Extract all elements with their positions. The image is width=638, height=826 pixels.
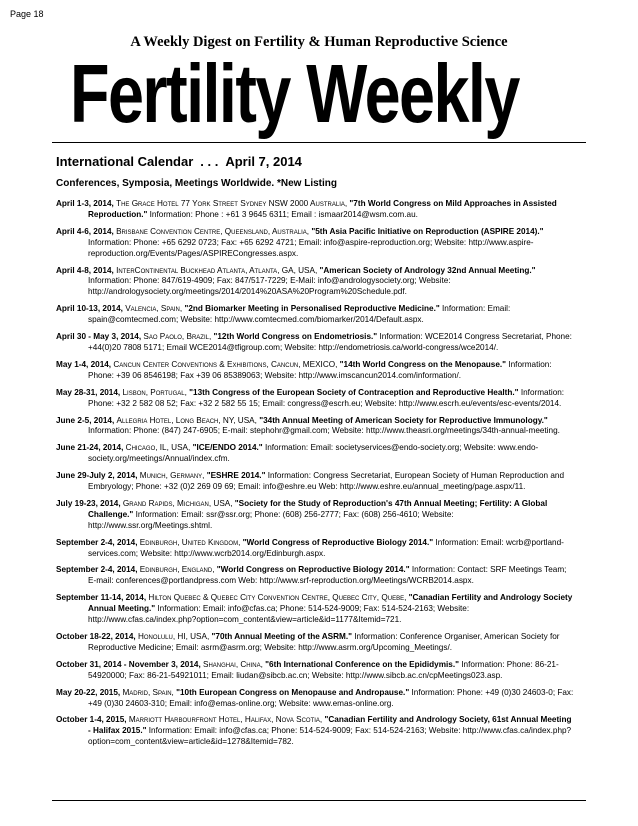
- event-venue: Marriott Harbourfront Hotel, Halifax, Nova Scotia,: [128, 715, 323, 725]
- event-date: October 18-22, 2014,: [56, 632, 136, 641]
- event-title: "World Congress of Reproductive Biology 2014.": [242, 537, 434, 547]
- event-entry: [56, 332, 576, 354]
- event-date: June 2-5, 2014,: [56, 415, 115, 425]
- event-date: June 29-July 2, 2014,: [56, 471, 138, 481]
- event-date: October 31, 2014 - November 3, 2014,: [56, 659, 201, 669]
- event-date: October 1-4, 2015,: [56, 715, 127, 725]
- event-info: Information: Phone: +65 6292 0723; Fax: +65 6292 4721; Email: info@aspire-reproduction.org; Website: http://www.aspire-reproduction.org/Events/Pages/ASPIRECongresses.aspx.: [88, 237, 534, 258]
- event-date: April 4-8, 2014,: [56, 265, 114, 275]
- event-date: June 21-24, 2014,: [56, 443, 124, 453]
- event-title: "13th Congress of the European Society of Contraception and Reproductive Health.": [189, 387, 519, 397]
- event-date: April 10-13, 2014,: [56, 304, 123, 314]
- event-date: September 2-4, 2014,: [56, 565, 138, 575]
- event-venue: Cancun Center Conventions & Exhibitions, Cancun, MEXICO,: [113, 359, 338, 369]
- event-title: "Canadian Fertility and Andrology Society Annual Meeting.": [88, 593, 573, 614]
- event-info: Information: Email: ssr@ssr.org; Phone: (608) 256-2777; Fax: (608) 256-4610; Website: http://www.ssr.org/Meetings.shtml.: [88, 509, 454, 530]
- event-date: April 4-6, 2014,: [56, 226, 114, 236]
- event-info: Information: Email: spain@comtecmed.com; Website: http://www.comtecmed.com/biomarker/2014/Default.aspx.: [88, 304, 511, 325]
- event-date: May 1-4, 2014,: [56, 359, 112, 369]
- event-title: "Canadian Fertility and Andrology Society, 61st Annual Meeting - Halifax 2015.": [88, 715, 572, 736]
- event-venue: Edinburgh, United Kingdom,: [139, 537, 241, 547]
- event-title: "6th International Conference on the Epididymis.": [265, 659, 459, 669]
- event-info: Information: Contact: SRF Meetings Team; E-mail: conferences@portlandpress.com Web: http://www.srf-reproduction.org/Meetings/WCRB2014.aspx.: [88, 565, 567, 586]
- event-title: "ICE/ENDO 2014.": [192, 443, 263, 453]
- event-info: Information: Email: info@cfas.ca; Phone: 514-524-9009; Fax: 514-524-2163; Website: http://www.cfas.ca/index.php?option=com_content&view=article&id=1278&Itemid=782.: [88, 726, 572, 747]
- event-entry: [56, 443, 576, 465]
- event-info: Information: Phone: +32 2 582 08 52; Fax: +32 2 582 55 15; Email: congress@escrh.eu; Website: http://www.escrh.eu/events/esc-events/2014.: [88, 387, 565, 408]
- event-venue: Honolulu, HI, USA,: [137, 632, 210, 641]
- footer-rule: [52, 800, 586, 801]
- event-entry: [56, 304, 576, 326]
- event-date: April 1-3, 2014,: [56, 199, 114, 208]
- calendar-heading-text: International Calendar: [56, 154, 194, 169]
- event-info: Information: Phone: 86-21-54920000; Fax: 86-21-54921011; Email: liudan@sibcb.ac.cn; Website: http://www.sibcb.ac.cn/cpMeetings023.asp.: [88, 659, 559, 680]
- event-venue: Allegria Hotel, Long Beach, NY, USA,: [116, 415, 257, 425]
- event-title: "70th Annual Meeting of the ASRM.": [211, 632, 352, 641]
- event-info: Information: Congress Secretariat, European Society of Human Reproduction and Embryology; Phone: +32 (0)2 269 09 69; Email: info@eshre.eu Web: http://www.eshre.eu/annual_meeting/page.aspx/11.: [88, 471, 565, 492]
- calendar-date: April 7, 2014: [225, 154, 302, 169]
- event-date: September 11-14, 2014,: [56, 593, 147, 603]
- event-info: Information: Phone: (847) 247-6905; E-mail: stephohr@gmail.com; Website: http://www.theasri.org/meetings/34th-annual-meeting.: [88, 426, 560, 436]
- event-entry: [56, 538, 576, 560]
- masthead-title: Fertility Weekly: [70, 47, 519, 140]
- event-info: Information: Conference Organiser, American Society for Reproductive Medicine; Email: asrm@asrm.org; Website: http://www.asrm.org/Upcoming_Meetings/.: [88, 632, 560, 652]
- event-date: April 30 - May 3, 2014,: [56, 332, 142, 342]
- event-entry: [56, 471, 576, 493]
- event-info: Information: WCE2014 Congress Secretariat, Phone: +44(0)20 7808 5171; Email WCE2014@tfigroup.com; Website: http://endometriosis.ca/world-congress/wce2014/.: [88, 332, 572, 352]
- event-venue: Shanghai, China,: [203, 659, 263, 669]
- event-entry: [56, 565, 576, 587]
- event-entry: [56, 593, 576, 626]
- masthead-rule: [52, 142, 586, 143]
- event-venue: Grand Rapids, Michigan, USA,: [122, 498, 233, 508]
- page-number: Page 18: [10, 9, 44, 19]
- event-info: Information: Email: info@cfas.ca; Phone: 514-524-9009; Fax: 514-524-2163; Website: http://www.cfas.ca/index.php?option=com_content&view=article&id=1177&Itemid=721.: [88, 604, 470, 625]
- event-venue: InterContinental Buckhead Atlanta, Atlanta, GA, USA,: [116, 265, 318, 275]
- event-info: Information: Phone: +49 (0)30 24603-0; Fax: +49 (0)30 24603-310; Email: info@emas-online.org; Website: www.emas-online.org.: [88, 687, 574, 708]
- event-title: "34th Annual Meeting of American Society for Reproductive Immunology.": [259, 415, 548, 425]
- event-venue: Brisbane Convention Centre, Queensland, Australia,: [116, 226, 310, 236]
- event-entry: [56, 199, 576, 221]
- event-title: "12th World Congress on Endometriosis.": [213, 332, 378, 342]
- event-title: "14th World Congress on the Menopause.": [339, 359, 507, 369]
- event-venue: Munich, Germany,: [139, 471, 205, 481]
- event-date: May 28-31, 2014,: [56, 387, 121, 397]
- event-venue: Edinburgh, England,: [139, 565, 215, 575]
- event-title: "Society for the Study of Reproduction's 47th Annual Meeting; Fertility: A Global Challenge.": [88, 498, 548, 519]
- calendar-heading-dots: . . .: [200, 154, 219, 169]
- event-venue: Chicago, IL, USA,: [125, 443, 191, 453]
- publication-tagline: A Weekly Digest on Fertility & Human Reproductive Science: [130, 34, 508, 50]
- event-list: [56, 199, 576, 754]
- event-date: September 2-4, 2014,: [56, 537, 138, 547]
- event-title: "ESHRE 2014.": [206, 471, 266, 481]
- event-info: Information: Phone: 847/619-4909; Fax: 847/517-7229; E-Mail: info@andrologysociety.org; Website: http://andrologysociety.org/meetings/2014/2014%20ASA%20Program%20Schedule.pdf.: [88, 276, 451, 297]
- event-date: May 20-22, 2015,: [56, 687, 121, 697]
- event-venue: Valencia, Spain,: [125, 304, 183, 314]
- event-info: Information: Email: societyservices@endo-society.org; Website: www.endo-society.org/meetings/Annual/index.cfm.: [88, 443, 539, 464]
- event-entry: [56, 499, 576, 532]
- event-title: "7th World Congress on Mild Approaches in Assisted Reproduction.": [88, 199, 557, 219]
- event-title: "American Society of Andrology 32nd Annual Meeting.": [319, 265, 536, 275]
- event-entry: [56, 660, 576, 682]
- event-venue: The Grace Hotel 77 York Street Sydney NSW 2000 Australia,: [116, 199, 348, 208]
- event-title: "2nd Biomarker Meeting in Personalised Reproductive Medicine.": [184, 304, 440, 314]
- calendar-heading: [56, 154, 302, 169]
- event-entry: [56, 227, 576, 260]
- event-entry: [56, 715, 576, 748]
- event-entry: [56, 416, 576, 438]
- event-entry: [56, 388, 576, 410]
- event-venue: Madrid, Spain,: [122, 687, 174, 697]
- event-title: "5th Asia Pacific Initiative on Reproduction (ASPIRE 2014).": [311, 226, 544, 236]
- event-entry: [56, 266, 576, 299]
- event-venue: Sao Paolo, Brazil,: [143, 332, 212, 342]
- calendar-subtitle: Conferences, Symposia, Meetings Worldwide. *New Listing: [56, 178, 337, 189]
- event-venue: Lisbon, Portugal,: [122, 387, 187, 397]
- event-entry: [56, 632, 576, 654]
- event-info: Information: Phone: +39 06 8546198; Fax +39 06 85389063; Website: http://www.imscancun2014.com/information/.: [88, 359, 552, 380]
- event-date: July 19-23, 2014,: [56, 498, 121, 508]
- event-venue: Hilton Quebec & Quebec City Convention Centre, Quebec City, Quebe,: [148, 593, 407, 603]
- event-info: Information: Email: wcrb@portland-services.com; Website: http://www.wcrb2014.org/Edinburgh.aspx.: [88, 537, 564, 558]
- event-entry: [56, 688, 576, 710]
- event-title: "10th European Congress on Menopause and Andropause.": [176, 687, 410, 697]
- event-entry: [56, 360, 576, 382]
- event-title: "World Congress on Reproductive Biology 2014.": [216, 565, 410, 575]
- event-info: Information: Phone : +61 3 9645 6311; Email : ismaar2014@wsm.com.au.: [149, 209, 418, 219]
